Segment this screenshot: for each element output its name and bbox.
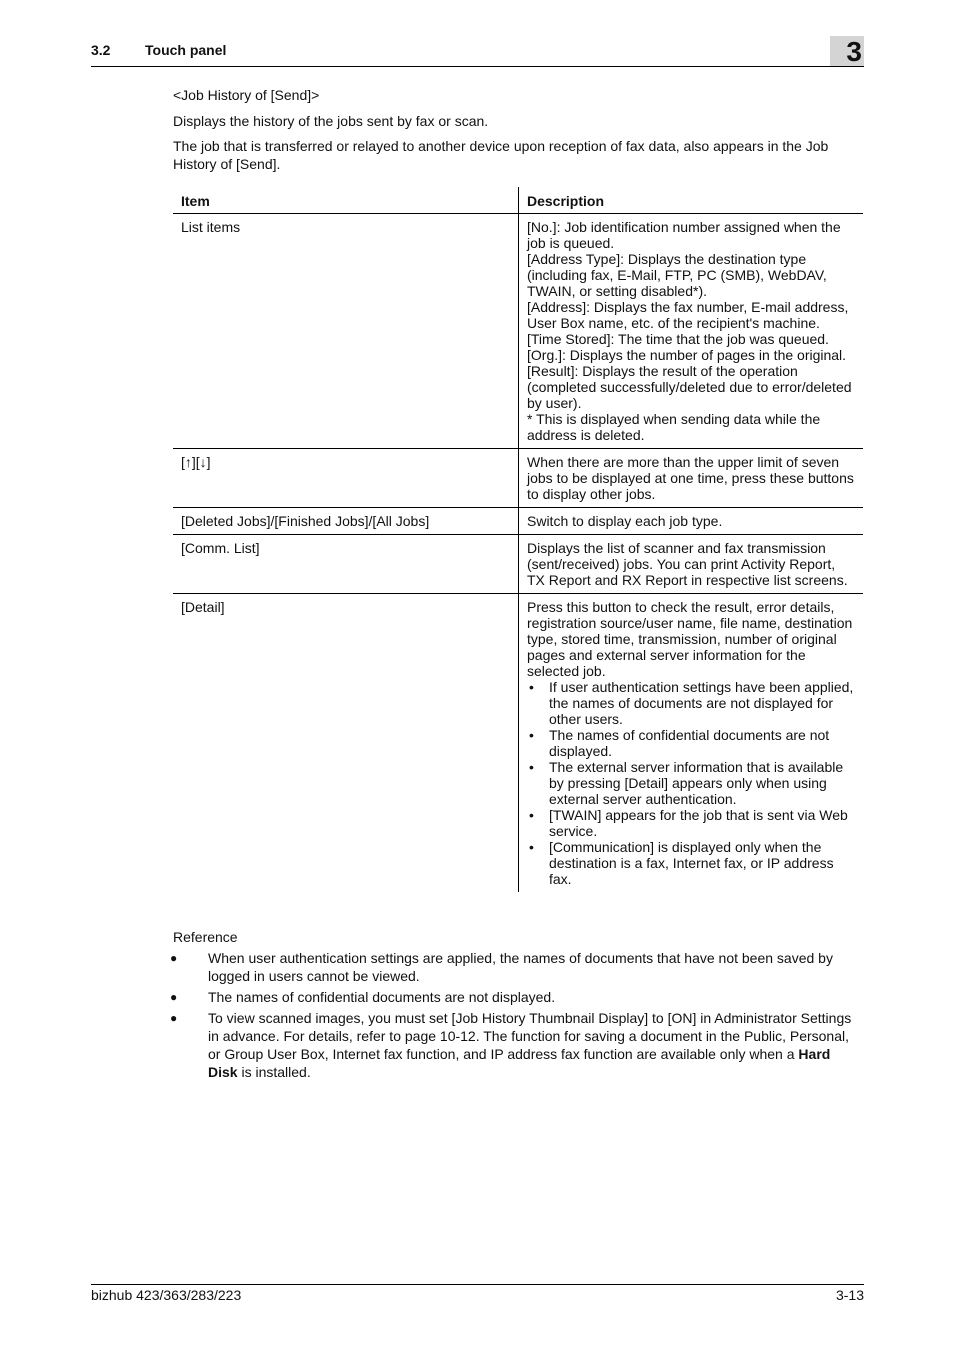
reference-list bbox=[170, 949, 863, 1081]
section-title: Touch panel bbox=[145, 42, 227, 58]
bullet-icon: ● bbox=[170, 1011, 178, 1025]
reference-text-tail: is installed. bbox=[237, 1064, 311, 1080]
reference-title: Reference bbox=[173, 929, 238, 945]
list-item bbox=[170, 1009, 863, 1081]
row-description bbox=[519, 535, 864, 594]
reference-text: When user authentication settings are applied, the names of documents that have not been saved by logged in users cannot be viewed. bbox=[208, 950, 833, 984]
desc-line: [No.]: Job identification number assigned when the job is queued. bbox=[527, 219, 841, 251]
detail-bullet-list bbox=[527, 679, 855, 887]
desc-line: [Result]: Displays the result of the operation (completed successfully/deleted due to error/deleted by user). bbox=[527, 363, 852, 411]
row-item-detail: [Detail] bbox=[181, 599, 225, 615]
row-item-list-items: List items bbox=[173, 214, 519, 449]
desc-line: [Org.]: Displays the number of pages in the original. bbox=[527, 347, 847, 363]
desc-line: Displays the list of scanner and fax transmission (sent/received) jobs. You can print Activity Report, TX Report and RX Report in respective list screens. bbox=[527, 540, 848, 588]
intro-section bbox=[173, 86, 863, 180]
intro-paragraph-1: Displays the history of the jobs sent by fax or scan. bbox=[173, 113, 489, 129]
header-item: Item bbox=[173, 187, 519, 214]
row-item-job-types: [Deleted Jobs]/[Finished Jobs]/[All Jobs] bbox=[173, 508, 519, 535]
list-item bbox=[170, 949, 863, 985]
reference-text: To view scanned images, you must set [Job History Thumbnail Display] to [ON] in Administrator Settings in advance. For details, refer to page 10-12. The function for saving a document in the Public, Personal, or Group User Box, Internet fax function, and IP address fax function are available only when a bbox=[208, 1010, 852, 1062]
desc-line: [Time Stored]: The time that the job was queued. bbox=[527, 331, 829, 347]
intro-paragraph-2: The job that is transferred or relayed to another device upon reception of fax data, also appears in the Job History of [Send]. bbox=[173, 138, 829, 172]
list-item bbox=[170, 988, 863, 1006]
row-description bbox=[519, 594, 864, 893]
page-footer bbox=[91, 1284, 864, 1303]
table-row bbox=[173, 449, 863, 508]
reference-text: The names of confidential documents are not displayed. bbox=[208, 989, 556, 1005]
header-description: Description bbox=[519, 187, 864, 214]
subheading: <Job History of [Send]> bbox=[173, 87, 320, 103]
list-item: • The external server information that is available by pressing [Detail] appears only when using external server authentication. bbox=[527, 759, 855, 807]
list-item: • [Communication] is displayed only when the destination is a fax, Internet fax, or IP address fax. bbox=[527, 839, 855, 887]
table-row bbox=[173, 594, 863, 893]
desc-line: Press this button to check the result, error details, registration source/user name, file name, destination type, stored time, transmission, number of original pages and external server information for the selected job. bbox=[527, 599, 853, 679]
desc-line: [Address Type]: Displays the destination type (including fax, E-Mail, FTP, PC (SMB), WebDAV, TWAIN, or setting disabled*). bbox=[527, 251, 827, 299]
section-number: 3.2 bbox=[91, 42, 111, 58]
desc-line: Switch to display each job type. bbox=[527, 513, 723, 529]
table-header-row bbox=[173, 187, 863, 214]
bold-term: Hard Disk bbox=[208, 1046, 831, 1080]
chapter-badge: 3 bbox=[830, 36, 864, 66]
desc-line: [Address]: Displays the fax number, E-mail address, User Box name, etc. of the recipient's machine. bbox=[527, 299, 849, 331]
page-number: 3-13 bbox=[835, 1287, 864, 1303]
row-description bbox=[519, 449, 864, 508]
list-item: • The names of confidential documents are not displayed. bbox=[527, 727, 855, 759]
page-header bbox=[91, 36, 864, 67]
row-item-comm-list: [Comm. List] bbox=[173, 535, 519, 594]
model-name: bizhub 423/363/283/223 bbox=[91, 1287, 242, 1303]
bullet-icon: ● bbox=[170, 951, 178, 965]
table-row bbox=[173, 214, 863, 449]
list-item: • If user authentication settings have been applied, the names of documents are not displayed for other users. bbox=[527, 679, 855, 727]
bullet-icon: ● bbox=[170, 990, 178, 1004]
footnote: * This is displayed when sending data while the address is deleted. bbox=[527, 411, 821, 443]
row-description bbox=[519, 508, 864, 535]
job-history-table bbox=[173, 187, 863, 892]
reference-section bbox=[170, 928, 863, 1084]
table-row bbox=[173, 508, 863, 535]
table-row bbox=[173, 535, 863, 594]
row-description bbox=[519, 214, 864, 449]
desc-line: When there are more than the upper limit of seven jobs to be displayed at one time, press these buttons to display other jobs. bbox=[527, 454, 854, 502]
row-item-arrows: [↑][↓] bbox=[173, 449, 519, 508]
list-item: • [TWAIN] appears for the job that is sent via Web service. bbox=[527, 807, 855, 839]
